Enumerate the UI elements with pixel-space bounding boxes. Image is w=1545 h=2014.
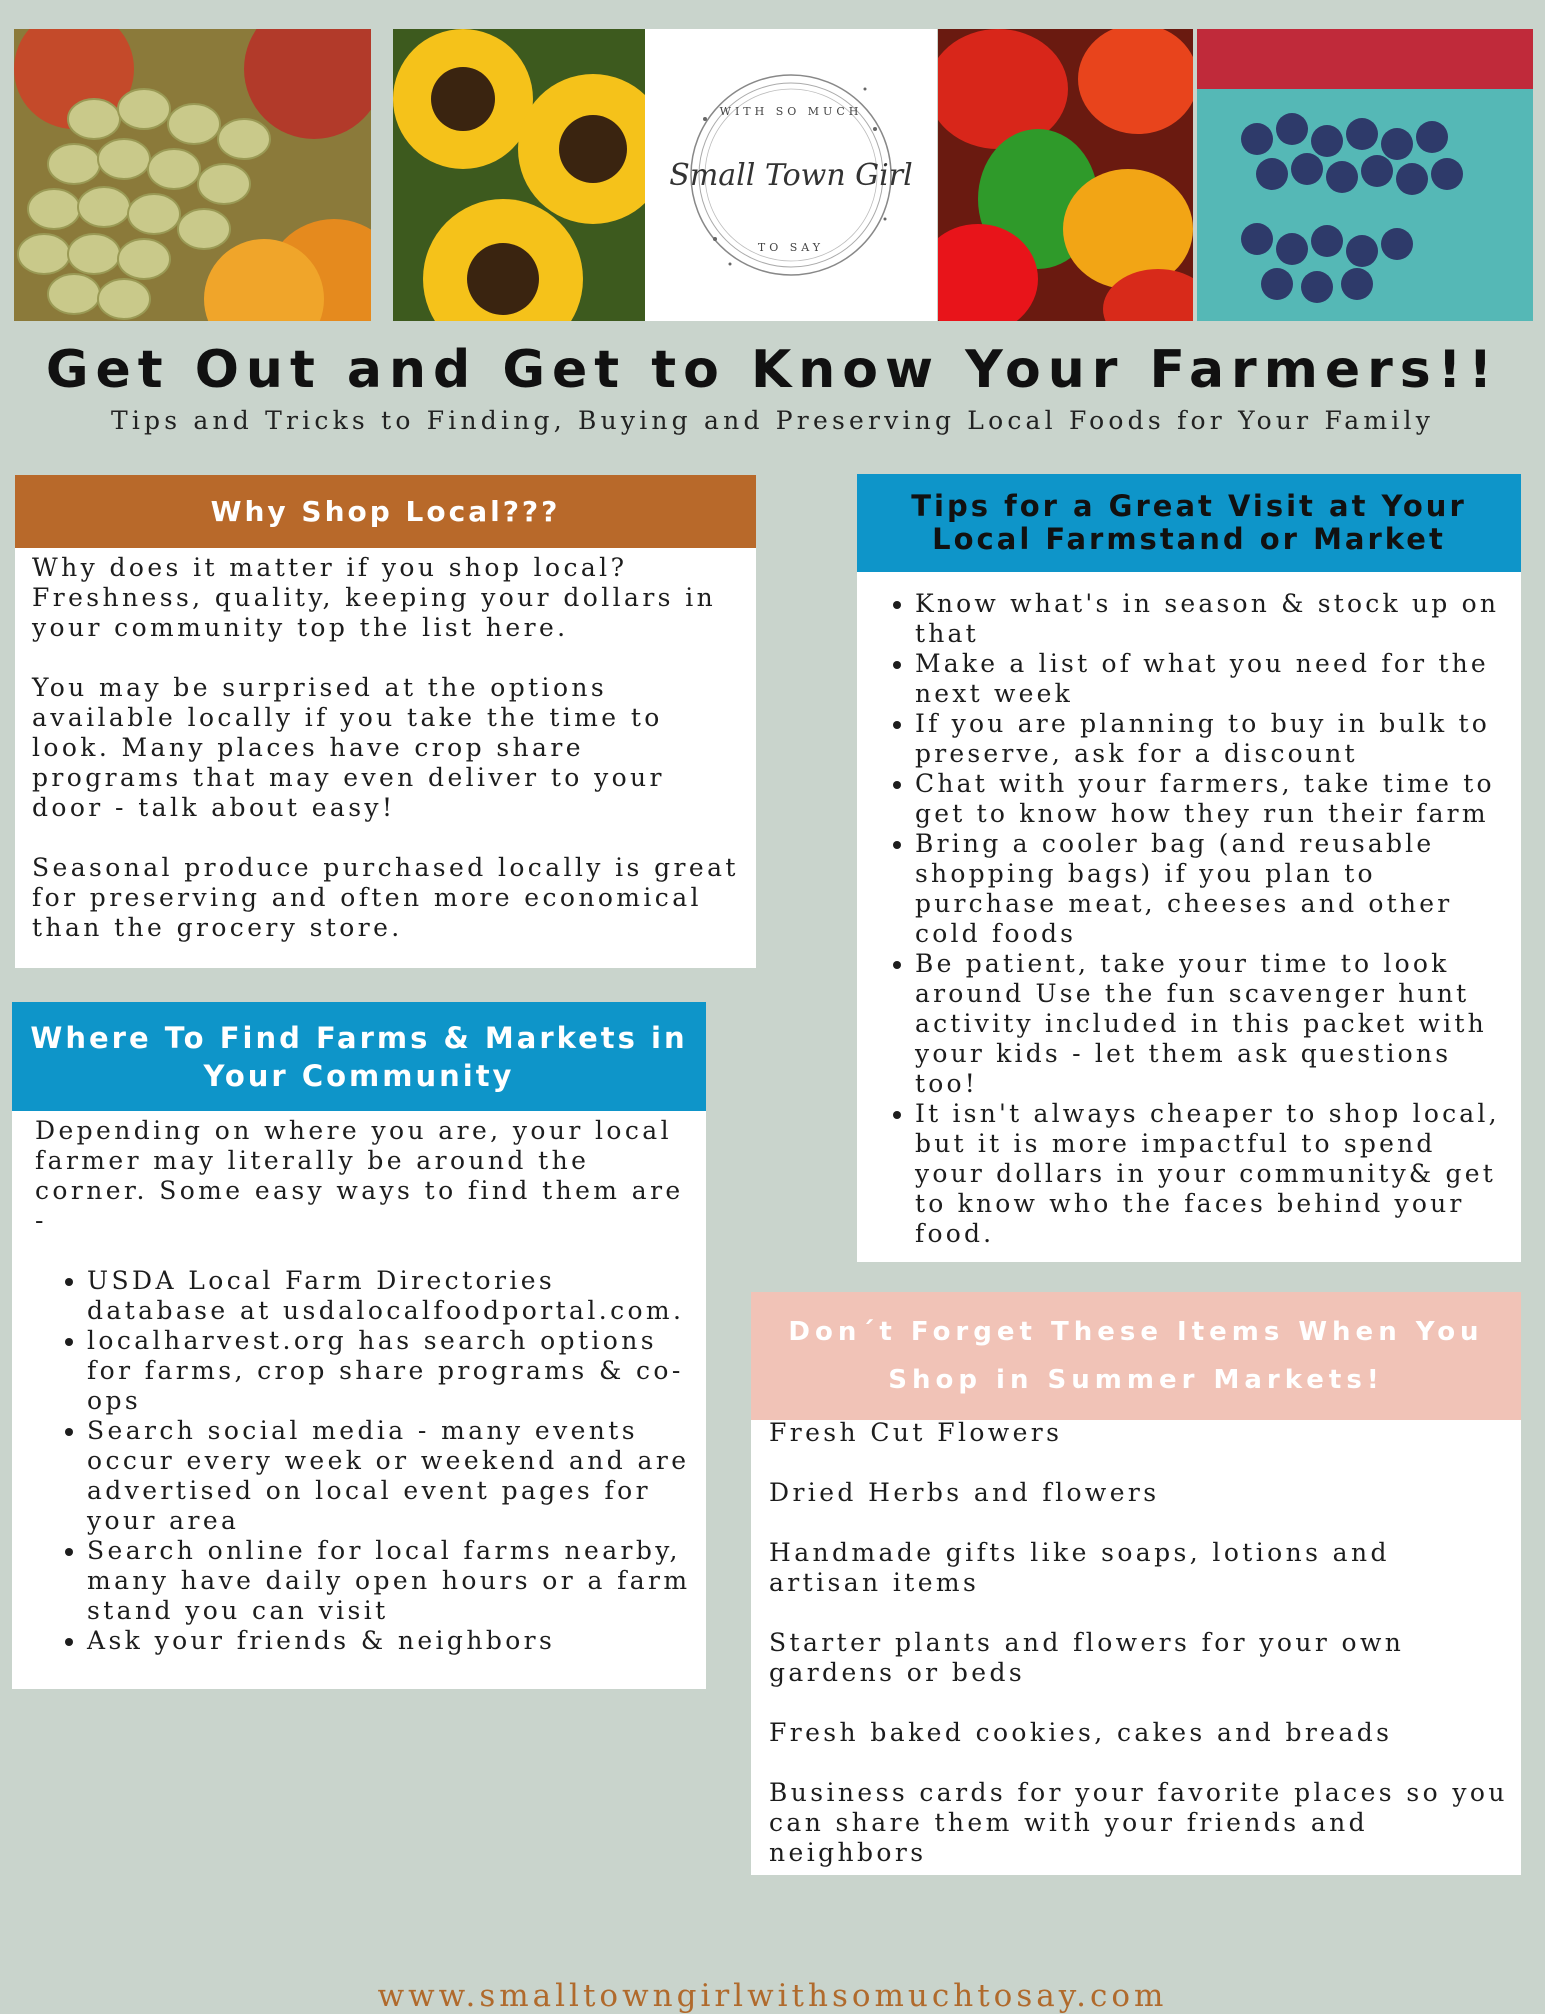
logo-arc-top: WITH SO MUCH [719, 105, 863, 118]
logo-name: Small Town Girl [669, 158, 913, 193]
dont-forget-card [751, 1292, 1521, 1875]
list-item: • It isn't always cheaper to shop local, but it is more impactful to spend your dollars in your community& get to know who the faces behind your food. [915, 1099, 1511, 1249]
grapes-and-fruit-photo [14, 29, 371, 321]
list-item: Handmade gifts like soaps, lotions and artisan items [769, 1538, 1390, 1597]
list-item: • Search online for local farms nearby, many have daily open hours or a farm stand you can visit [87, 1536, 694, 1626]
why-paragraph: Seasonal produce purchased locally is great for preserving and often more economical than the grocery store. [32, 853, 739, 942]
list-item: • Search social media - many events occur every week or weekend and are advertised on local event pages for your area [87, 1416, 694, 1536]
page-title: Get Out and Get to Know Your Farmers!! [45, 340, 1500, 400]
list-item: Business cards for your favorite places so you can share them with your friends and neighbors [769, 1778, 1508, 1867]
why-shop-local-heading: Why Shop Local??? [15, 475, 756, 548]
list-item: Fresh Cut Flowers [769, 1418, 1063, 1447]
list-item: • Make a list of what you need for the next week [915, 649, 1511, 709]
list-item: Dried Herbs and flowers [769, 1478, 1160, 1507]
peppers-photo [938, 29, 1193, 321]
list-item: • Bring a cooler bag (and reusable shopping bags) if you plan to purchase meat, cheeses and other cold foods [915, 829, 1511, 949]
tips-card [857, 474, 1521, 1262]
list-item: Fresh baked cookies, cakes and breads [769, 1718, 1393, 1747]
why-shop-local-body [15, 553, 756, 973]
list-item: • localharvest.org has search options for farms, crop share programs & co-ops [87, 1326, 694, 1416]
where-to-find-intro: Depending on where you are, your local farmer may literally be around the corner. Some easy ways to find them are - [35, 1116, 684, 1235]
why-shop-local-card [15, 475, 756, 968]
tips-body [857, 589, 1521, 1249]
small-town-girl-logo [645, 29, 937, 321]
list-item: • If you are planning to buy in bulk to preserve, ask for a discount [915, 709, 1511, 769]
why-paragraph: You may be surprised at the options available locally if you take the time to look. Many places have crop share programs that may even deliver to your door - talk about easy! [32, 673, 665, 822]
list-item: • Ask your friends & neighbors [87, 1626, 694, 1656]
where-to-find-card [12, 1002, 706, 1689]
list-item: Starter plants and flowers for your own gardens or beds [769, 1628, 1405, 1687]
sunflowers-photo [393, 29, 645, 321]
blueberries-photo [1197, 29, 1533, 321]
list-item: • Chat with your farmers, take time to get to know how they run their farm [915, 769, 1511, 829]
dont-forget-body [751, 1418, 1521, 1898]
where-to-find-body [12, 1116, 706, 1656]
list-item: • Know what's in season & stock up on that [915, 589, 1511, 649]
where-to-find-heading: Where To Find Farms & Markets in Your Community [12, 1002, 706, 1111]
tips-heading: Tips for a Great Visit at Your Local Farmstand or Market [857, 474, 1521, 572]
website-link[interactable]: www.smalltowngirlwithsomuchtosay.com [377, 1978, 1168, 2014]
logo-arc-bottom: TO SAY [757, 241, 825, 254]
list-item: • Be patient, take your time to look around Use the fun scavenger hunt activity included in this packet with your kids - let them ask questions too! [915, 949, 1511, 1099]
why-paragraph: Why does it matter if you shop local? Freshness, quality, keeping your dollars in your community top the list here. [32, 553, 717, 642]
page-subtitle: Tips and Tricks to Finding, Buying and Preserving Local Foods for Your Family [110, 406, 1435, 435]
tips-list [857, 589, 1511, 1249]
photo-strip [14, 29, 1533, 321]
list-item: • USDA Local Farm Directories database at usdalocalfoodportal.com. [87, 1266, 694, 1326]
dont-forget-heading: Don´t Forget These Items When You Shop in Summer Markets! [751, 1292, 1521, 1420]
where-to-find-list [35, 1266, 694, 1656]
